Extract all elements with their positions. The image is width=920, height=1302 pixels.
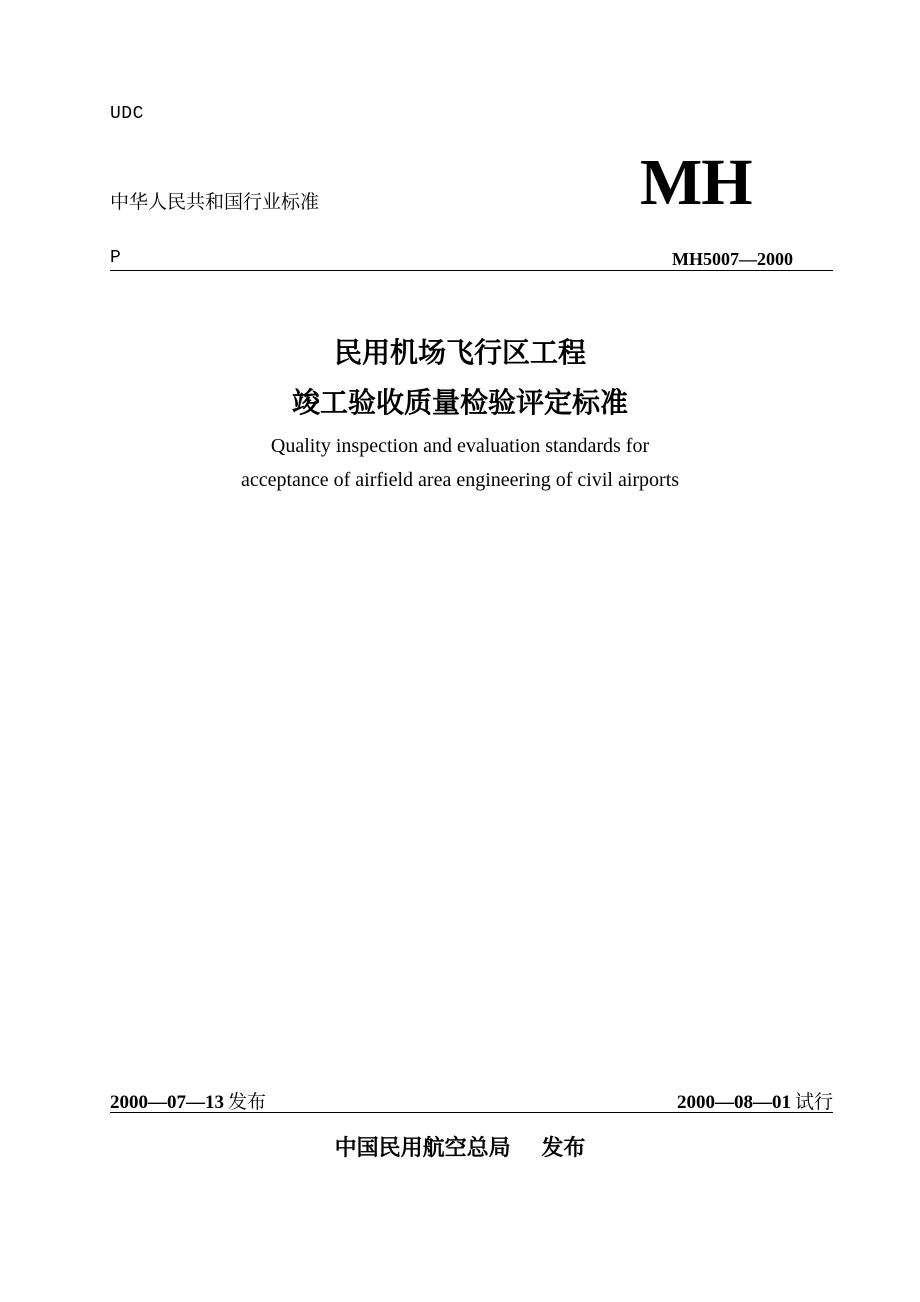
publisher-name: 中国民用航空总局 (334, 1136, 511, 1161)
issue-label: 发布 (228, 1091, 267, 1113)
issue-date-block (110, 1087, 266, 1114)
dates-row (110, 1087, 833, 1113)
title-en-line1: Quality inspection and evaluation standards for (270, 435, 650, 457)
title-zh-line2: 竣工验收质量检验评定标准 (291, 386, 628, 419)
issue-date: 2000—07—13 (110, 1092, 224, 1113)
standard-number: MH5007—2000 (672, 249, 793, 269)
trial-label: 试行 (794, 1091, 833, 1113)
classification-row (110, 248, 833, 271)
publisher-line (0, 1131, 920, 1162)
title-zh-line1: 民用机场飞行区工程 (333, 336, 586, 369)
classification-code: P (110, 248, 121, 268)
publisher-action: 发布 (541, 1136, 586, 1161)
standard-category: 中华人民共和国行业标准 (110, 191, 320, 213)
trial-date: 2000—08—01 (676, 1092, 791, 1113)
title-en-line2: acceptance of airfield area engineering of civil airports (240, 469, 680, 491)
mh-mark: MH (640, 146, 752, 219)
trial-date-block (677, 1087, 833, 1114)
udc-label: UDC (110, 104, 144, 124)
